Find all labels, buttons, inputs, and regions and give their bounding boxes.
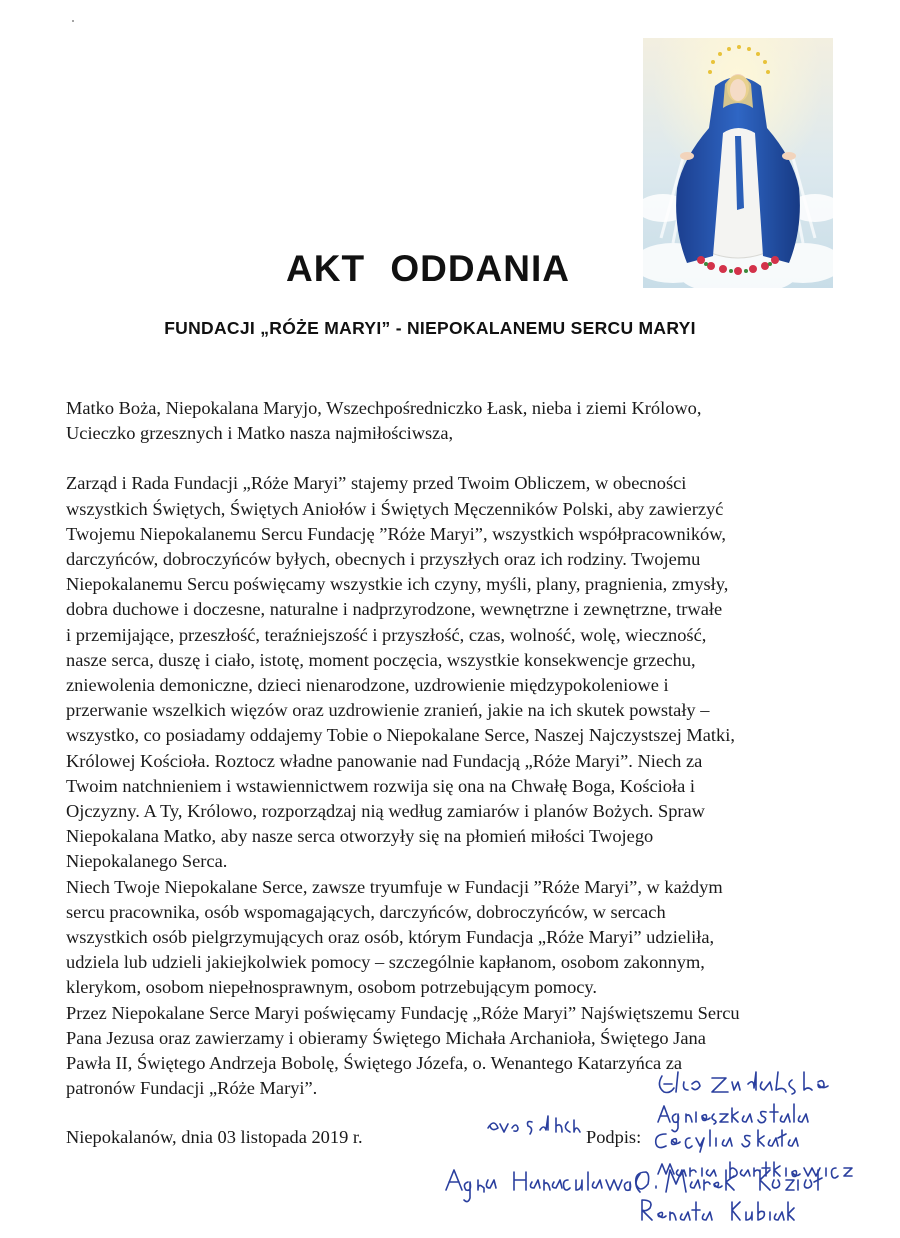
triumph-paragraph bbox=[66, 875, 856, 1001]
signature-agnieszka-h bbox=[446, 1170, 640, 1202]
text-line: Ojczyzny. A Ty, Królowo, rozporządzaj nią według zamiarów i planów Bożych. Spraw bbox=[66, 801, 705, 822]
document-title: AKT ODDANIA bbox=[286, 248, 570, 289]
signature-elzbieta bbox=[659, 1072, 828, 1094]
place-and-date: Niepokalanów, dnia 03 listopada 2019 r. bbox=[66, 1127, 363, 1147]
text-line: klerykom, osobom niepełnosprawnym, osobom potrzebującym pomocy. bbox=[66, 977, 598, 998]
text-line: dobra duchowe i doczesne, naturalne i nadprzyrodzone, wewnętrzne i zewnętrzne, trwałe bbox=[66, 599, 723, 620]
signature-ewa bbox=[488, 1116, 580, 1134]
text-line: udziela lub udzieli jakiejkolwiek pomocy – szczególnie kapłanom, osobom zakonnym, bbox=[66, 952, 705, 973]
signature-label: Podpis: bbox=[586, 1127, 642, 1147]
text-line: wszystkich osób pielgrzymujących oraz osób, którym Fundacja „Róże Maryi” udzieliła, bbox=[66, 927, 715, 948]
invocation-paragraph bbox=[66, 396, 856, 446]
text-line: darczyńców, dobroczyńców byłych, obecnych i przyszłych oraz ich rodziny. Twojemu bbox=[66, 549, 701, 570]
text-line: zniewolenia demoniczne, dzieci nienarodzone, uzdrowienie międzypokoleniowe i bbox=[66, 675, 669, 696]
signature-renata bbox=[642, 1200, 794, 1220]
signature-cecylia bbox=[656, 1130, 798, 1152]
text-line: przerwanie wszelkich więzów oraz uzdrowienie zranień, jakie na ich skutek powstały – bbox=[66, 700, 710, 721]
text-line: wszystkich Świętych, Świętych Aniołów i Świętych Męczenników Polski, aby zawierzyć bbox=[66, 498, 724, 519]
signature-maria bbox=[658, 1162, 852, 1178]
text-line: Twojemu Niepokalanemu Sercu Fundację ”Róże Maryi”, wszystkich współpracowników, bbox=[66, 523, 726, 544]
signature-agnieszka bbox=[658, 1104, 808, 1132]
text-line: patronów Fundacji „Róże Maryi”. bbox=[66, 1078, 318, 1099]
text-line: Niepokalanemu Sercu poświęcamy wszystkie ich czyny, myśli, plany, pragnienia, zmysły, bbox=[66, 574, 729, 595]
text-line: wszystko, co posiadamy oddajemy Tobie o Niepokalane Serce, Naszej Najczystszej Matki, bbox=[66, 725, 735, 746]
text-line: i przemijające, przeszłość, teraźniejszość i przyszłość, czas, wolność, wolę, wieczność, bbox=[66, 624, 707, 645]
text-line: Niepokalana Matko, aby nasze serca otworzyły się na płomień miłości Twojego bbox=[66, 826, 654, 847]
signature-marek bbox=[636, 1170, 822, 1192]
text-line: Matko Boża, Niepokalana Maryjo, Wszechpośredniczko Łask, nieba i ziemi Królowo, bbox=[66, 398, 702, 418]
document-subtitle: FUNDACJI „RÓŻE MARYI” - NIEPOKALANEMU SERCU MARYI bbox=[164, 318, 696, 338]
text-line: Ucieczko grzesznych i Matko nasza najmiłościwsza, bbox=[66, 423, 454, 444]
text-line: Przez Niepokalane Serce Maryi poświęcamy Fundację „Róże Maryi” Najświętszemu Sercu bbox=[66, 1002, 740, 1023]
text-line: sercu pracownika, osób wspomagających, darczyńców, dobroczyńców, w sercach bbox=[66, 901, 666, 922]
consecration-paragraph bbox=[66, 471, 856, 874]
speck bbox=[72, 20, 74, 22]
text-line: Twoim natchnieniem i wstawiennictwem rozwija się ona na Chwałę Boga, Kościoła i bbox=[66, 775, 695, 796]
text-line: Pawła II, Świętego Andrzeja Bobolę, Świętego Józefa, o. Wenantego Katarzyńca za bbox=[66, 1053, 683, 1074]
text-line: nasze serca, duszę i ciało, istotę, moment poczęcia, wszystkie konsekwencje grzechu, bbox=[66, 649, 696, 670]
document-body bbox=[66, 396, 856, 1101]
handwritten-signatures bbox=[420, 1060, 880, 1230]
text-line: Zarząd i Rada Fundacji „Róże Maryi” stajemy przed Twoim Obliczem, w obecności bbox=[66, 473, 687, 494]
text-line: Niech Twoje Niepokalane Serce, zawsze tryumfuje w Fundacji ”Róże Maryi”, w każdym bbox=[66, 876, 723, 897]
text-line: Niepokalanego Serca. bbox=[66, 851, 228, 872]
text-line: Królowej Kościoła. Roztocz władne panowanie nad Fundacją „Róże Maryi”. Niech za bbox=[66, 750, 703, 771]
text-line: Pana Jezusa oraz zawierzamy i obieramy Świętego Michała Archanioła, Świętego Jana bbox=[66, 1027, 706, 1048]
